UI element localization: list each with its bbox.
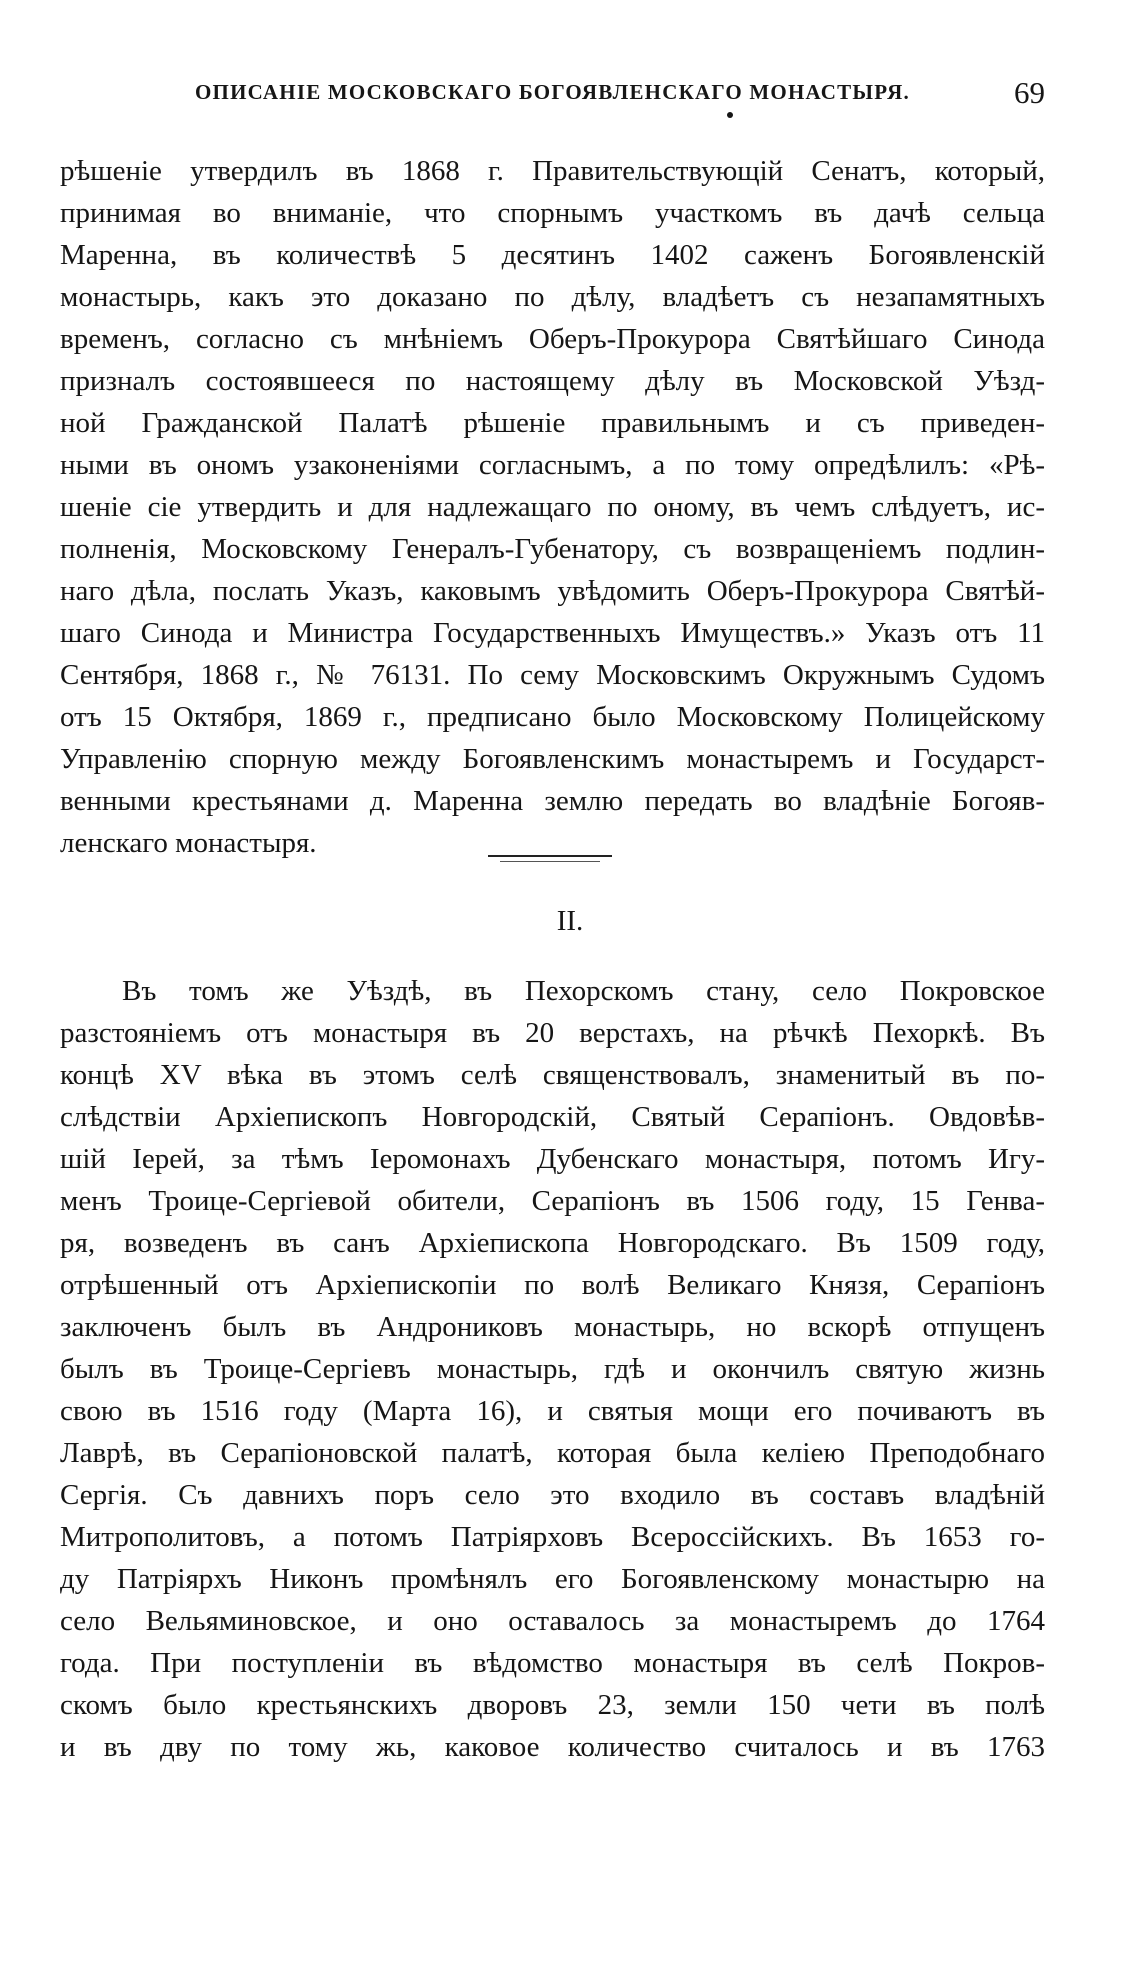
text-line: менъ Троице-Сергіевой обители, Серапіонъ въ 1506 году, 15 Генва-	[60, 1185, 1045, 1217]
text-line: и въ дву по тому жь, каковое количество считалось и въ 1763	[60, 1731, 1045, 1763]
text-line: шій Іерей, за тѣмъ Іеромонахъ Дубенскаго монастыря, потомъ Игу-	[60, 1143, 1045, 1175]
text-line: шеніе сіе утвердить и для надлежащаго по оному, въ чемъ слѣдуетъ, ис-	[60, 491, 1045, 523]
paragraph-1	[60, 150, 1045, 864]
text-line: ной Гражданской Палатѣ рѣшеніе правильнымъ и съ приведен-	[60, 407, 1045, 439]
paragraph-2	[60, 970, 1045, 1768]
text-line: венными крестьянами д. Маренна землю передать во владѣніе Богояв-	[60, 785, 1045, 817]
text-line: Сентября, 1868 г., № 76131. По сему Московскимъ Окружнымъ Судомъ	[60, 659, 1045, 691]
text-line: полненія, Московскому Генералъ-Губенатору, съ возвращеніемъ подлин-	[60, 533, 1045, 565]
text-line: ленскаго монастыря.	[60, 827, 317, 859]
text-line: Въ томъ же Уѣздѣ, въ Пехорскомъ стану, село Покровское	[122, 975, 1045, 1007]
text-line: скомъ было крестьянскихъ дворовъ 23, земли 150 чети въ полѣ	[60, 1689, 1045, 1721]
text-line: концѣ XV вѣка въ этомъ селѣ священствовалъ, знаменитый въ по-	[60, 1059, 1045, 1091]
text-line: Митрополитовъ, а потомъ Патріярховъ Всероссійскихъ. Въ 1653 го-	[60, 1521, 1045, 1553]
text-line: временъ, согласно съ мнѣніемъ Оберъ-Прокурора Святѣйшаго Синода	[60, 323, 1045, 355]
text-line: разстояніемъ отъ монастыря въ 20 верстахъ, на рѣчкѣ Пехоркѣ. Въ	[60, 1017, 1045, 1049]
running-title: ОПИСАНІЕ МОСКОВСКАГО БОГОЯВЛЕНСКАГО МОНАСТЫРЯ.	[195, 80, 910, 104]
text-line: былъ въ Троице-Сергіевъ монастырь, гдѣ и окончилъ святую жизнь	[60, 1353, 1045, 1385]
section-divider-thin	[500, 861, 600, 862]
text-line: монастырь, какъ это доказано по дѣлу, владѣетъ съ незапамятныхъ	[60, 281, 1045, 313]
text-line: ря, возведенъ въ санъ Архіепископа Новгородскаго. Въ 1509 году,	[60, 1227, 1045, 1259]
section-heading: II.	[556, 905, 584, 937]
section-divider	[488, 855, 612, 857]
text-line: Маренна, въ количествѣ 5 десятинъ 1402 саженъ Богоявленскій	[60, 239, 1045, 271]
text-line: года. При поступленіи въ вѣдомство монастыря въ селѣ Покров-	[60, 1647, 1045, 1679]
text-line: призналъ состоявшееся по настоящему дѣлу въ Московской Уѣзд-	[60, 365, 1045, 397]
text-line: свою въ 1516 году (Марта 16), и святыя мощи его почиваютъ въ	[60, 1395, 1045, 1427]
text-line: принимая во вниманіе, что спорнымъ участкомъ въ дачѣ сельца	[60, 197, 1045, 229]
text-line: отрѣшенный отъ Архіепископіи по волѣ Великаго Князя, Серапіонъ	[60, 1269, 1045, 1301]
text-line: рѣшеніе утвердилъ въ 1868 г. Правительствующій Сенатъ, который,	[60, 155, 1045, 187]
page-number: 69	[1014, 75, 1045, 110]
running-head	[60, 75, 1045, 114]
text-line: наго дѣла, послать Указъ, каковымъ увѣдомить Оберъ-Прокурора Святѣй-	[60, 575, 1045, 607]
text-line: заключенъ былъ въ Андрониковъ монастырь, но вскорѣ отпущенъ	[60, 1311, 1045, 1343]
text-line: Лаврѣ, въ Серапіоновской палатѣ, которая была келіею Преподобнаго	[60, 1437, 1045, 1469]
text-line: шаго Синода и Министра Государственныхъ Имуществъ.» Указъ отъ 11	[60, 617, 1045, 649]
text-line: село Вельяминовское, и оно оставалось за монастыремъ до 1764	[60, 1605, 1045, 1637]
text-line: ными въ ономъ узаконеніями согласнымъ, а по тому опредѣлилъ: «Рѣ-	[60, 449, 1045, 481]
text-line: Сергія. Съ давнихъ поръ село это входило въ составъ владѣній	[60, 1479, 1045, 1511]
text-line: ду Патріярхъ Никонъ промѣнялъ его Богоявленскому монастырю на	[60, 1563, 1045, 1595]
text-line: слѣдствіи Архіепископъ Новгородскій, Святый Серапіонъ. Овдовѣв-	[60, 1101, 1045, 1133]
text-line: отъ 15 Октября, 1869 г., предписано было Московскому Полицейскому	[60, 701, 1045, 733]
text-line: Управленію спорную между Богоявленскимъ монастыремъ и Государст-	[60, 743, 1045, 775]
ornament-dot	[727, 112, 733, 118]
